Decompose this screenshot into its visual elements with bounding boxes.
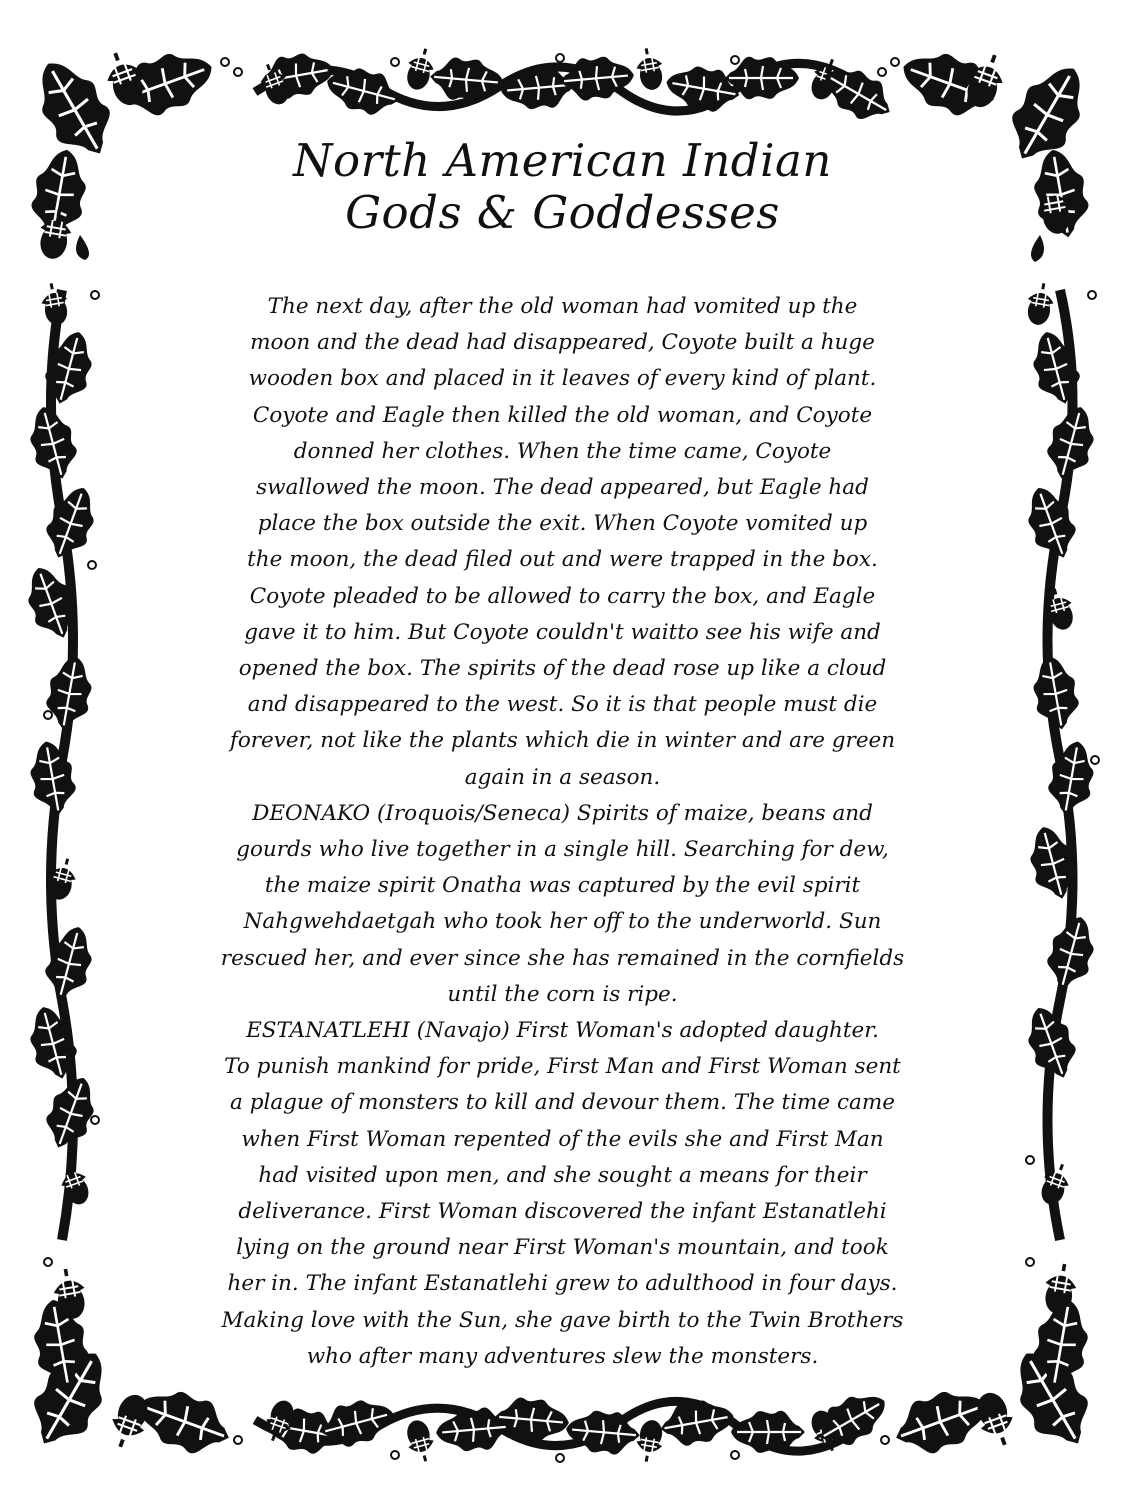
body-line: a plague of monsters to kill and devour them. The time came — [230, 1090, 895, 1116]
right-border — [1018, 281, 1101, 1240]
left-border — [18, 281, 103, 1240]
body-line: gourds who live together in a single hill. Searching for dew, — [236, 837, 889, 863]
body-line: when First Woman repented of the evils she and First Man — [241, 1126, 884, 1152]
body-line: had visited upon men, and she sought a means for their — [258, 1162, 867, 1188]
body-line: ESTANATLEHI (Navajo) First Woman's adopted daughter. — [246, 1018, 879, 1044]
body-line: and disappeared to the west. So it is that people must die — [247, 692, 878, 718]
body-line: the moon, the dead filed out and were trapped in the box. — [247, 547, 878, 573]
body-line: again in a season. — [464, 764, 661, 790]
body-line: The next day, after the old woman had vomited up the — [267, 294, 858, 319]
body-line: the maize spirit Onatha was captured by the evil spirit — [264, 873, 861, 899]
body-line: To punish mankind for pride, First Man and First Woman sent — [224, 1054, 901, 1080]
body-line: Making love with the Sun, she gave birth to the Twin Brothers — [221, 1307, 904, 1333]
body-line: opened the box. The spirits of the dead rose up like a cloud — [238, 656, 887, 682]
body-line: until the corn is ripe. — [447, 981, 678, 1007]
body-line: who after many adventures slew the monsters. — [306, 1343, 819, 1369]
body-line: moon and the dead had disappeared, Coyote built a huge — [250, 330, 875, 356]
title-line-1: North American Indian — [293, 134, 832, 187]
body-line: lying on the ground near First Woman's mountain, and took — [236, 1235, 889, 1261]
body-line: Coyote pleaded to be allowed to carry the box, and Eagle — [249, 583, 876, 609]
body-text — [110, 289, 1015, 1375]
body-line: deliverance. First Woman discovered the infant Estanatlehi — [238, 1199, 887, 1225]
body-line: forever, not like the plants which die in winter and are green — [229, 728, 896, 754]
bottom-border — [255, 1383, 895, 1465]
body-line: donned her clothes. When the time came, Coyote — [293, 438, 832, 464]
title-line-2: Gods & Goddesses — [345, 186, 780, 239]
body-line: DEONAKO (Iroquois/Seneca) Spirits of maize, beans and — [252, 800, 873, 826]
body-line: place the box outside the exit. When Coyote vomited up — [257, 511, 868, 537]
page-title — [180, 135, 945, 239]
body-line: wooden box and placed in it leaves of every kind of plant. — [248, 366, 877, 392]
body-line: gave it to him. But Coyote couldn't waitto see his wife and — [244, 619, 881, 645]
body-line: Coyote and Eagle then killed the old woman, and Coyote — [252, 402, 873, 428]
body-line: swallowed the moon. The dead appeared, but Eagle had — [256, 475, 869, 501]
top-border — [255, 45, 900, 130]
body-line: Nahgwehdaetgah who took her off to the underworld. Sun — [243, 909, 882, 935]
body-line: rescued her, and ever since she has remained in the cornfields — [220, 945, 905, 971]
body-line: her in. The infant Estanatlehi grew to adulthood in four days. — [227, 1271, 898, 1297]
